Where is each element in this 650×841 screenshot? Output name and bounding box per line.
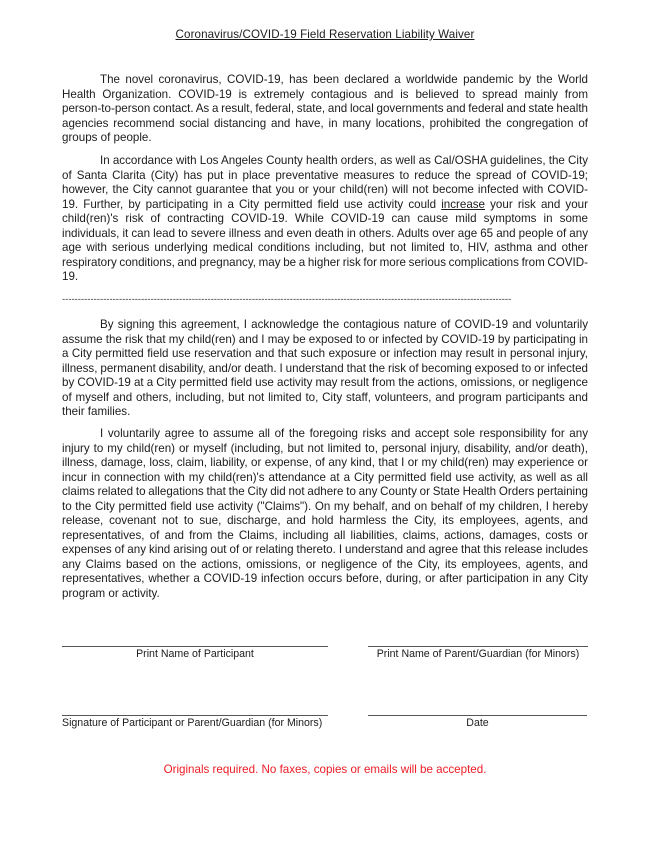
text-segment: your risk and your (485, 197, 588, 211)
text-line: a City permitted field use reservation and that such exposure or infection may result in personal injury, (62, 347, 588, 360)
text-segment: 19. Further, by participating in a City permitted field use activity could (62, 197, 442, 211)
text-line: individuals, it can lead to severe illness and even death in others. Adults over age 65 and people of any (62, 226, 588, 240)
text-line: representatives, of and from the Claims, including all liabilities, claims, actions, damages, costs or (62, 528, 588, 542)
paragraph-release (62, 427, 588, 601)
signature-field[interactable] (62, 715, 328, 716)
text-line: incur in connection with my child(ren)'s attendance at a City permitted field use activity, as well as all (62, 470, 588, 484)
text-line: program or activity. (62, 586, 160, 600)
signature-label: Signature of Participant or Parent/Guardian (for Minors) (62, 717, 323, 729)
paragraph-pandemic-notice (62, 73, 588, 146)
text-line: person-to-person contact. As a result, federal, state, and local governments and federal and state health (62, 102, 588, 115)
text-line: respiratory conditions, and pregnancy, may be a higher risk for more serious complications from COVID- (62, 255, 588, 269)
participant-name-label: Print Name of Participant (136, 648, 254, 660)
text-line: 19. (62, 270, 79, 283)
text-line: representatives, whether a COVID-19 infection occurs before, during, or after participation in any City (62, 572, 588, 585)
text-line: agencies recommend social distancing and have, in many locations, prohibited the congregation of (62, 116, 588, 130)
text-line: child(ren)'s risk of contracting COVID-19. While COVID-19 can cause mild symptoms in some (62, 212, 588, 225)
date-field[interactable] (368, 715, 587, 716)
text-line: by COVID-19 at a City permitted field use activity may result from the actions, omissions, or negligence (62, 376, 588, 389)
date-label: Date (466, 717, 489, 729)
text-line: groups of people. (62, 131, 152, 144)
text-line: illness, damage, loss, claim, liability, or expense, of any kind, that I or my child(ren) may experience or (62, 456, 588, 469)
document-title: Coronavirus/COVID-19 Field Reservation Liability Waiver (175, 28, 475, 41)
originals-required-notice: Originals required. No faxes, copies or emails will be accepted. (163, 763, 487, 776)
text-line: In accordance with Los Angeles County health orders, as well as Cal/OSHA guidelines, the City (100, 154, 588, 167)
text-line: age with serious underlying medical conditions including, but not limited to, HIV, asthma and other (62, 241, 588, 254)
text-line: assume the risk that my child(ren) and I may be exposed to or infected by COVID-19 by participating in (62, 332, 588, 346)
text-line: any Claims based on the actions, omissions, or negligence of the City, its employees, agents, and (62, 557, 588, 571)
dashed-separator: ---------------------------------------------------------------------------------------------------------------------------------------------- (62, 294, 512, 305)
text-line: release, covenant not to sue, discharge, and hold harmless the City, its employees, agents, and (62, 514, 588, 527)
paragraph-city-measures (62, 154, 588, 285)
text-line: injury to my child(ren) or myself (including, but not limited to, personal injury, disability, and/or death), (62, 441, 588, 455)
paragraph-acknowledgement (62, 318, 588, 420)
text-line: their families. (62, 405, 131, 418)
text-line: however, the City cannot guarantee that you or your child(ren) will not become infected with COVID- (62, 183, 588, 196)
text-line: expenses of any kind arising out of or relating thereto. I understand and agree that this release includes (62, 543, 588, 556)
text-line: By signing this agreement, I acknowledge the contagious nature of COVID-19 and voluntarily (100, 318, 588, 331)
text-line: The novel coronavirus, COVID-19, has been declared a worldwide pandemic by the World (100, 73, 588, 86)
text-line: claims related to allegations that the City did not adhere to any County or State Health Orders pertaining (62, 485, 588, 498)
text-line: Health Organization. COVID-19 is extremely contagious and is believed to spread mainly from (62, 87, 588, 101)
text-line: I voluntarily agree to assume all of the foregoing risks and accept sole responsibility for any (100, 427, 588, 440)
text-line: of myself and others, including, but not limited to, City staff, volunteers, and program participants and (62, 390, 588, 404)
text-line: illness, permanent disability, and/or death. I understand that the risk of becoming exposed to or infected (62, 361, 588, 375)
underlined-increase: increase (441, 197, 486, 211)
text-line: to the City permitted field use activity ("Claims"). On my behalf, and on behalf of my children, I hereby (62, 499, 588, 513)
text-line-with-underline (62, 198, 588, 213)
participant-name-field[interactable] (62, 646, 328, 647)
guardian-name-field[interactable] (368, 646, 588, 647)
text-line: of Santa Clarita (City) has put in place preventative measures to reduce the spread of COVID-19; (62, 168, 588, 182)
guardian-name-label: Print Name of Parent/Guardian (for Minors) (376, 648, 580, 660)
